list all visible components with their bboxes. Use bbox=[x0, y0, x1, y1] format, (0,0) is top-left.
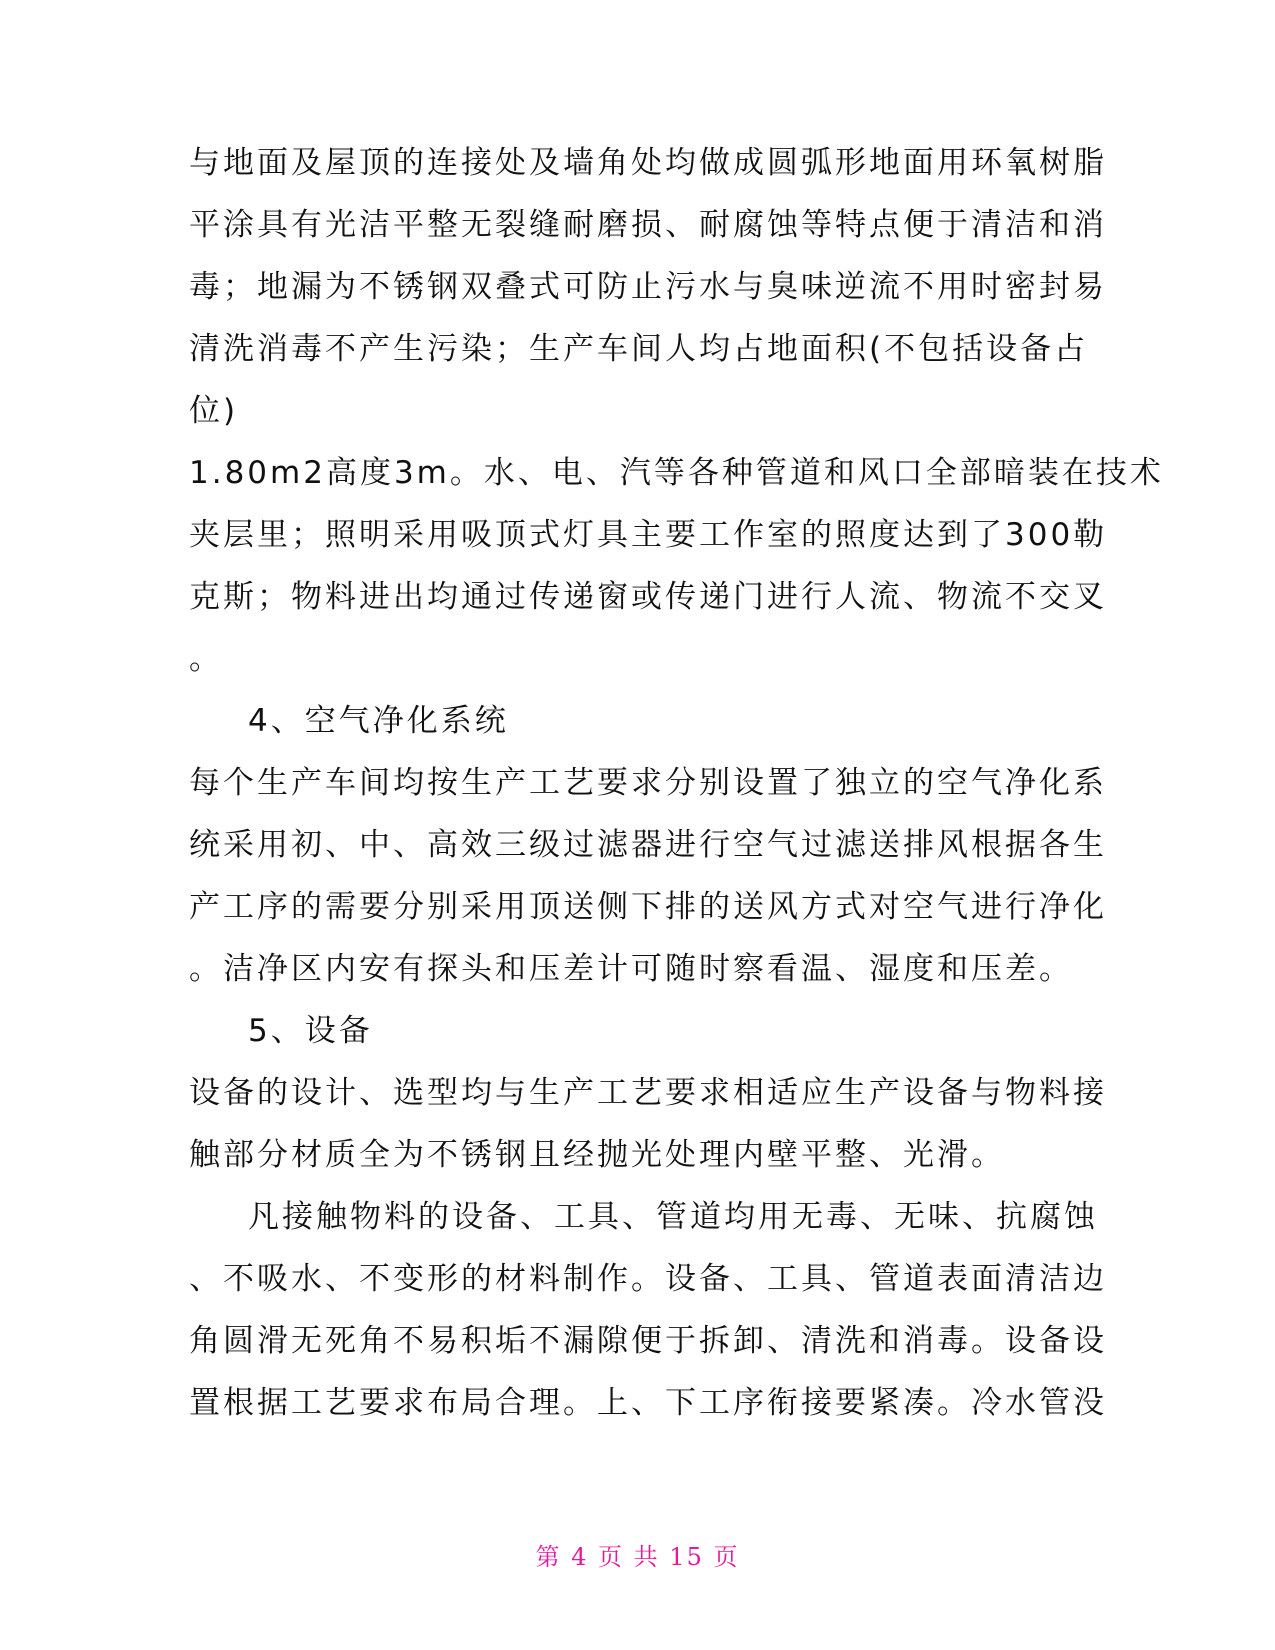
text-line: 。 bbox=[189, 641, 223, 677]
page-number-footer: 第 4 页 共 15 页 bbox=[535, 1543, 740, 1571]
text-line: 夹层里；照明采用吸顶式灯具主要工作室的照度达到了300勒 bbox=[189, 517, 1108, 553]
text-line: 位) bbox=[189, 393, 239, 429]
text-line: 毒；地漏为不锈钢双叠式可防止污水与臭味逆流不用时密封易 bbox=[189, 269, 1107, 305]
text-line: 触部分材质全为不锈钢且经抛光处理内壁平整、光滑。 bbox=[189, 1137, 1005, 1173]
section-heading: 4、空气净化系统 bbox=[248, 703, 509, 739]
paragraph-first-line: 凡接触物料的设备、工具、管道均用无毒、无味、抗腐蚀 bbox=[248, 1199, 1098, 1235]
text-line: 清洗消毒不产生污染；生产车间人均占地面积(不包括设备占 bbox=[189, 331, 1089, 367]
text-line: 设备的设计、选型均与生产工艺要求相适应生产设备与物料接 bbox=[189, 1075, 1107, 1111]
text-line: 平涂具有光洁平整无裂缝耐磨损、耐腐蚀等特点便于清洁和消 bbox=[189, 207, 1107, 243]
section-heading: 5、设备 bbox=[248, 1013, 373, 1049]
text-line: 1.80m2高度3m。水、电、汽等各种管道和风口全部暗装在技术 bbox=[189, 455, 1164, 491]
text-line: 角圆滑无死角不易积垢不漏隙便于拆卸、清洗和消毒。设备设 bbox=[189, 1323, 1107, 1359]
text-line: 、不吸水、不变形的材料制作。设备、工具、管道表面清洁边 bbox=[189, 1261, 1107, 1297]
text-line: 克斯；物料进出均通过传递窗或传递门进行人流、物流不交叉 bbox=[189, 579, 1107, 615]
text-line: 每个生产车间均按生产工艺要求分别设置了独立的空气净化系 bbox=[189, 765, 1107, 801]
text-line: 。洁净区内安有探头和压差计可随时察看温、湿度和压差。 bbox=[189, 951, 1073, 987]
text-line: 置根据工艺要求布局合理。上、下工序衔接要紧凑。冷水管没 bbox=[189, 1385, 1107, 1421]
text-line: 产工序的需要分别采用顶送侧下排的送风方式对空气进行净化 bbox=[189, 889, 1107, 925]
text-line: 统采用初、中、高效三级过滤器进行空气过滤送排风根据各生 bbox=[189, 827, 1107, 863]
text-line: 与地面及屋顶的连接处及墙角处均做成圆弧形地面用环氧树脂 bbox=[189, 145, 1107, 181]
